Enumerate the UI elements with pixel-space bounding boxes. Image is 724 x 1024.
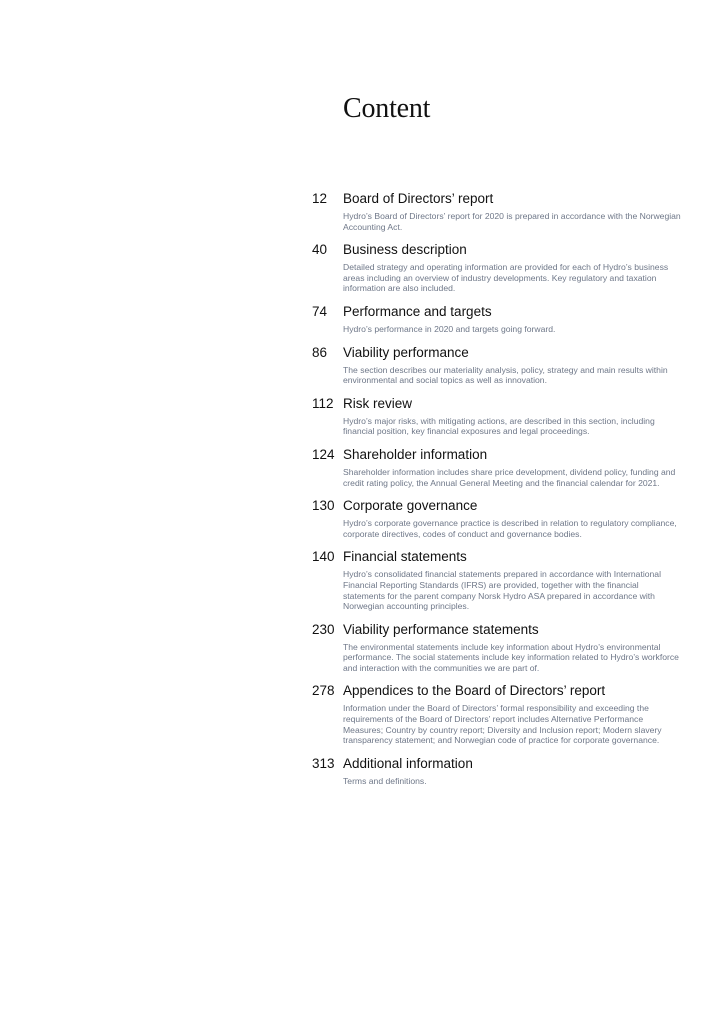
- toc-entry[interactable]: [312, 755, 684, 787]
- toc-description: Hydro’s performance in 2020 and targets going forward.: [343, 323, 556, 334]
- toc-page-number: 40: [312, 242, 328, 258]
- toc-page-number: 86: [312, 344, 328, 360]
- toc-page-number: 140: [312, 549, 335, 565]
- toc-page-number: 124: [312, 446, 335, 462]
- toc-heading[interactable]: Performance and targets: [343, 303, 492, 319]
- table-of-contents: [312, 190, 684, 795]
- toc-entry[interactable]: [312, 303, 684, 335]
- toc-page-number: 230: [312, 621, 335, 637]
- toc-page-number: 313: [312, 755, 335, 771]
- toc-entry[interactable]: [312, 497, 684, 539]
- toc-description: Shareholder information includes share price development, dividend policy, funding and credit rating policy, the Annual General Meeting and the financial calendar for 2021.: [343, 466, 676, 488]
- toc-heading[interactable]: Risk review: [343, 395, 413, 411]
- toc-entry[interactable]: [312, 548, 684, 611]
- toc-description: The section describes our materiality analysis, policy, strategy and main results within environmental and social topics as well as innovation.: [343, 364, 668, 386]
- toc-entry[interactable]: [312, 621, 684, 674]
- toc-description: Detailed strategy and operating information are provided for each of Hydro’s business areas including an overview of industry developments. Key regulatory and taxation information are also included.: [343, 262, 669, 294]
- toc-page-number: 12: [312, 191, 328, 206]
- toc-entry[interactable]: [312, 190, 684, 232]
- toc-heading[interactable]: Board of Directors’ report: [343, 191, 494, 206]
- toc-entry[interactable]: [312, 241, 684, 294]
- toc-page-number: 278: [312, 683, 335, 699]
- page-title: Content: [343, 93, 431, 124]
- toc-heading[interactable]: Additional information: [343, 755, 473, 771]
- toc-heading[interactable]: Appendices to the Board of Directors’ report: [343, 683, 606, 699]
- toc-description: Hydro’s major risks, with mitigating actions, are described in this section, including financial position, key financial exposures and legal proceedings.: [343, 415, 655, 437]
- toc-heading[interactable]: Viability performance: [343, 344, 469, 360]
- toc-description: Information under the Board of Directors’ formal responsibility and exceeding the requirements of the Board of Directors’ report includes Alternative Performance Measures; Country by country report; Diversity and Inclusion report; Modern slavery transparency statement; and Norwegian code of practice for corporate governance.: [343, 703, 662, 746]
- toc-heading[interactable]: Financial statements: [343, 549, 467, 565]
- toc-description: Hydro’s corporate governance practice is described in relation to regulatory compliance, corporate directives, codes of conduct and governance bodies.: [343, 518, 677, 539]
- toc-entry[interactable]: [312, 344, 684, 386]
- toc-page-number: 74: [312, 303, 328, 319]
- toc-page-number: 112: [312, 395, 334, 411]
- toc-heading[interactable]: Viability performance statements: [343, 621, 539, 637]
- toc-description: The environmental statements include key information about Hydro’s environmental performance. The social statements include key information related to Hydro’s workforce and interaction with the communities we are part of.: [343, 641, 679, 673]
- toc-heading[interactable]: Business description: [343, 242, 467, 258]
- toc-page-number: 130: [312, 498, 335, 514]
- toc-description: Hydro’s Board of Directors’ report for 2020 is prepared in accordance with the Norwegian Accounting Act.: [343, 211, 681, 232]
- toc-heading[interactable]: Corporate governance: [343, 498, 478, 514]
- toc-description: Hydro’s consolidated financial statements prepared in accordance with International Financial Reporting Standards (IFRS) are provided, together with the financial statements for the parent company Norsk Hydro ASA prepared in accordance with Norwegian accounting principles.: [343, 569, 661, 612]
- toc-description: Terms and definitions.: [343, 775, 427, 786]
- toc-entry[interactable]: [312, 395, 684, 437]
- toc-entry[interactable]: [312, 446, 684, 488]
- toc-heading[interactable]: Shareholder information: [343, 446, 488, 462]
- toc-entry[interactable]: [312, 682, 684, 745]
